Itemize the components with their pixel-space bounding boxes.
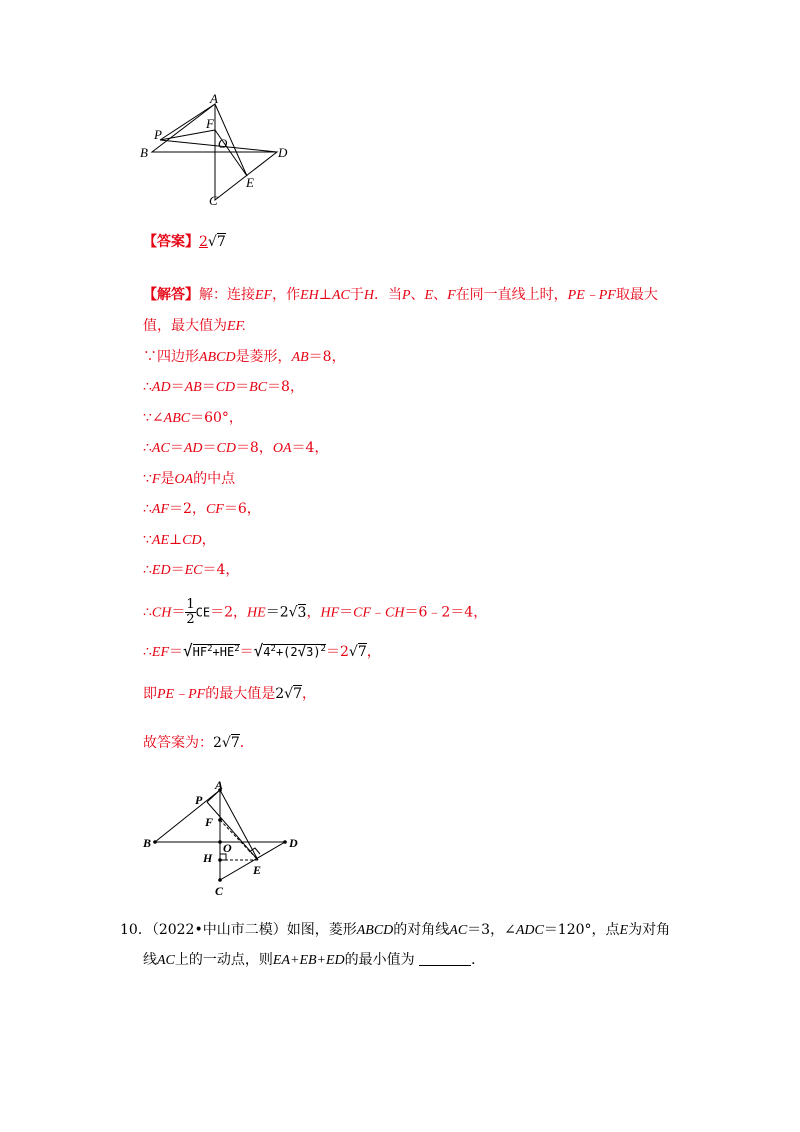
- text: AC: [449, 923, 468, 938]
- text: 在同一直线上时，: [455, 287, 568, 303]
- text: 的最大值是: [205, 686, 276, 702]
- text: ＝6，: [223, 501, 261, 517]
- solution-line-11: [143, 598, 487, 627]
- text: 解：连接: [199, 287, 255, 303]
- text: 、: [410, 287, 425, 303]
- text: CH: [385, 605, 405, 621]
- text: CD: [216, 441, 236, 456]
- text: CH: [151, 605, 172, 621]
- question-number: 10．: [120, 922, 152, 938]
- answer-line: [143, 232, 226, 252]
- label-F2: F: [205, 815, 214, 829]
- text: 的中点: [193, 471, 236, 487]
- solution-line-5: [143, 408, 243, 429]
- sqrt-hf-he: $√HF^2+HE^2$: [183, 641, 240, 660]
- label-P: P: [154, 127, 162, 142]
- text: ＝: [239, 644, 254, 660]
- text: 、: [433, 287, 448, 303]
- solution-line-6: [143, 438, 328, 459]
- text: 上的一动点，则: [174, 952, 273, 968]
- text: +(2: [275, 645, 298, 659]
- text: 1: [186, 597, 195, 612]
- text: BC: [249, 380, 268, 395]
- text: CE: [195, 605, 211, 620]
- answer-coef: 2: [199, 234, 208, 250]
- label-O2: O: [223, 841, 232, 855]
- text: AD: [183, 441, 203, 456]
- text: F: [151, 472, 161, 487]
- question-10-line-2: [143, 950, 485, 971]
- text: ABCD: [199, 350, 236, 365]
- text: AC: [331, 288, 350, 303]
- text: AD: [151, 380, 171, 395]
- label-C2: C: [215, 884, 224, 898]
- sqrt-7c: √7: [221, 735, 240, 751]
- text: EF: [151, 645, 170, 660]
- text: OA: [174, 472, 194, 487]
- text: H: [363, 288, 374, 303]
- text: PE﹣PF: [157, 687, 206, 702]
- solution-line-4: [143, 377, 304, 398]
- solution-line-1: [143, 285, 658, 306]
- label-E: E: [246, 175, 254, 190]
- solution-line-7: [143, 469, 235, 490]
- text: PE﹣PF: [567, 288, 616, 303]
- text: ＝8，: [235, 440, 273, 456]
- text: ∵四边形: [143, 349, 199, 365]
- sqrt-numeric: $√4^2+(2√3)^2$: [253, 641, 326, 660]
- text: 2: [213, 735, 222, 751]
- text: EC: [184, 563, 203, 578]
- text: ＝8，: [267, 379, 304, 395]
- text: ABCD: [356, 923, 394, 938]
- text: 3: [306, 645, 314, 659]
- text: 故答案为：: [143, 735, 213, 751]
- text: ∴: [143, 440, 152, 456]
- label-D2: D: [289, 836, 298, 850]
- text: +HE: [212, 645, 235, 659]
- label-C: C: [209, 193, 218, 208]
- text: 线: [143, 952, 157, 968]
- text: ＝: [169, 440, 184, 456]
- text: ＝: [339, 604, 354, 621]
- text: ，: [366, 644, 381, 660]
- text: AC: [151, 441, 170, 456]
- text: ＝: [171, 604, 186, 621]
- text: ADC: [515, 923, 544, 938]
- text: F: [447, 288, 456, 303]
- text: AE: [151, 533, 170, 548]
- text: ，: [306, 604, 321, 621]
- text: ∴: [143, 604, 152, 621]
- text: ＝4，: [202, 562, 240, 578]
- text: 即: [143, 686, 157, 702]
- text: CF: [205, 502, 224, 517]
- text: ED: [151, 563, 171, 578]
- text: AC: [157, 953, 175, 968]
- text: 的最小值为: [344, 952, 415, 968]
- text: ＝8，: [308, 349, 346, 365]
- text: ∴: [143, 644, 152, 660]
- text: ＝2，: [169, 501, 206, 517]
- text: CD: [182, 533, 202, 548]
- text: AB: [291, 350, 309, 365]
- text: ＝: [169, 644, 184, 660]
- text: 2: [320, 644, 326, 654]
- text: P: [401, 288, 411, 303]
- text: ＝2，: [210, 604, 248, 621]
- text: 4: [263, 645, 271, 659]
- text: ．: [239, 735, 254, 751]
- text: 3: [297, 604, 307, 621]
- text: AB: [184, 380, 202, 395]
- sqrt-7b: √7: [284, 686, 302, 702]
- label-E2: E: [253, 863, 262, 877]
- text: ＝3，∠: [467, 922, 516, 938]
- label-H2: H: [203, 851, 213, 865]
- solution-line-10: [143, 560, 239, 581]
- text: HF: [320, 605, 340, 621]
- text: 是: [160, 471, 175, 487]
- text: EF: [255, 288, 273, 303]
- text: 的对角线: [393, 922, 450, 938]
- text: ﹣: [371, 604, 386, 621]
- text: 为对角: [628, 922, 671, 938]
- figure-rhombus-solution: [135, 780, 310, 898]
- text: ＝120°，点: [543, 922, 620, 938]
- label-A: A: [210, 91, 218, 106]
- answer-blank[interactable]: [419, 951, 471, 966]
- text: ．: [471, 952, 486, 968]
- text: 2: [207, 644, 213, 654]
- text: ABC: [163, 411, 191, 426]
- answer-sqrt: √7: [207, 234, 226, 250]
- solution-line-12: [143, 639, 381, 663]
- sqrt-7: √7: [348, 644, 367, 660]
- text: ＝6﹣2＝4，: [404, 604, 488, 621]
- text: ∴: [143, 562, 152, 578]
- text: 7: [230, 735, 240, 751]
- answer-radicand: 7: [216, 234, 226, 250]
- text: ＝4，: [291, 440, 329, 456]
- solution-line-9: [143, 530, 216, 551]
- label-F: F: [206, 116, 214, 131]
- solution-line-8: [143, 499, 261, 520]
- sqrt-3: √3: [288, 604, 307, 621]
- text: 是菱形，: [235, 349, 292, 365]
- solution-line-13: [143, 684, 316, 705]
- text: EH: [300, 288, 319, 303]
- text: OA: [272, 441, 292, 456]
- text: ＝: [170, 379, 185, 395]
- text: ，: [201, 532, 216, 548]
- text: ＝2: [265, 604, 289, 621]
- label-A2: A: [215, 780, 224, 792]
- text: ∵: [143, 471, 152, 487]
- text: EF.: [227, 319, 246, 334]
- text: ⊥: [169, 532, 183, 548]
- text: 7: [357, 644, 367, 660]
- text: ⊥: [318, 287, 332, 303]
- text: 取最大: [615, 287, 658, 303]
- solution-line-3: [143, 347, 346, 368]
- label-P2: P: [195, 793, 203, 807]
- text: 2: [234, 644, 240, 654]
- text: AF: [151, 502, 170, 517]
- text: CD: [215, 380, 236, 395]
- text: E: [619, 923, 629, 938]
- text: HF: [192, 645, 208, 659]
- question-10-line-1: [120, 920, 670, 941]
- label-B: B: [140, 145, 148, 160]
- solution-tag: 【解答】: [143, 287, 199, 303]
- text: 7: [293, 686, 302, 702]
- text: ，作: [272, 287, 301, 303]
- text: ＝: [201, 379, 216, 395]
- label-D: D: [278, 145, 288, 160]
- text: （2022•中山市二模）如图，菱形: [151, 922, 357, 938]
- label-O: O: [218, 136, 228, 151]
- text: ∴: [143, 501, 152, 517]
- answer-tag: 【答案】: [143, 234, 199, 250]
- text: 于: [349, 287, 364, 303]
- text: ＝: [170, 562, 185, 578]
- text: ．当: [373, 287, 402, 303]
- text: 2: [186, 612, 195, 627]
- text: ∴: [143, 379, 152, 395]
- text: 2: [270, 644, 276, 654]
- solution-line-14: [143, 733, 254, 753]
- figure-rhombus-top: [130, 90, 300, 210]
- text: 2: [275, 686, 285, 702]
- text: ，: [301, 686, 316, 702]
- text: ): [313, 645, 321, 659]
- text: HE: [247, 605, 266, 621]
- label-B2: B: [143, 836, 152, 850]
- text: 值，最大值为: [143, 318, 227, 334]
- text: E: [424, 288, 434, 303]
- text: ∵∠: [143, 410, 164, 426]
- text: EA+EB+ED: [272, 953, 345, 968]
- text: ＝: [235, 379, 250, 395]
- text: ＝: [202, 440, 217, 456]
- text: CF: [353, 605, 372, 621]
- text: ＝60°，: [190, 410, 243, 426]
- solution-line-2: [143, 316, 246, 337]
- text: ＝2: [325, 644, 349, 660]
- text: ∵: [143, 532, 152, 548]
- fraction-half: [185, 598, 195, 627]
